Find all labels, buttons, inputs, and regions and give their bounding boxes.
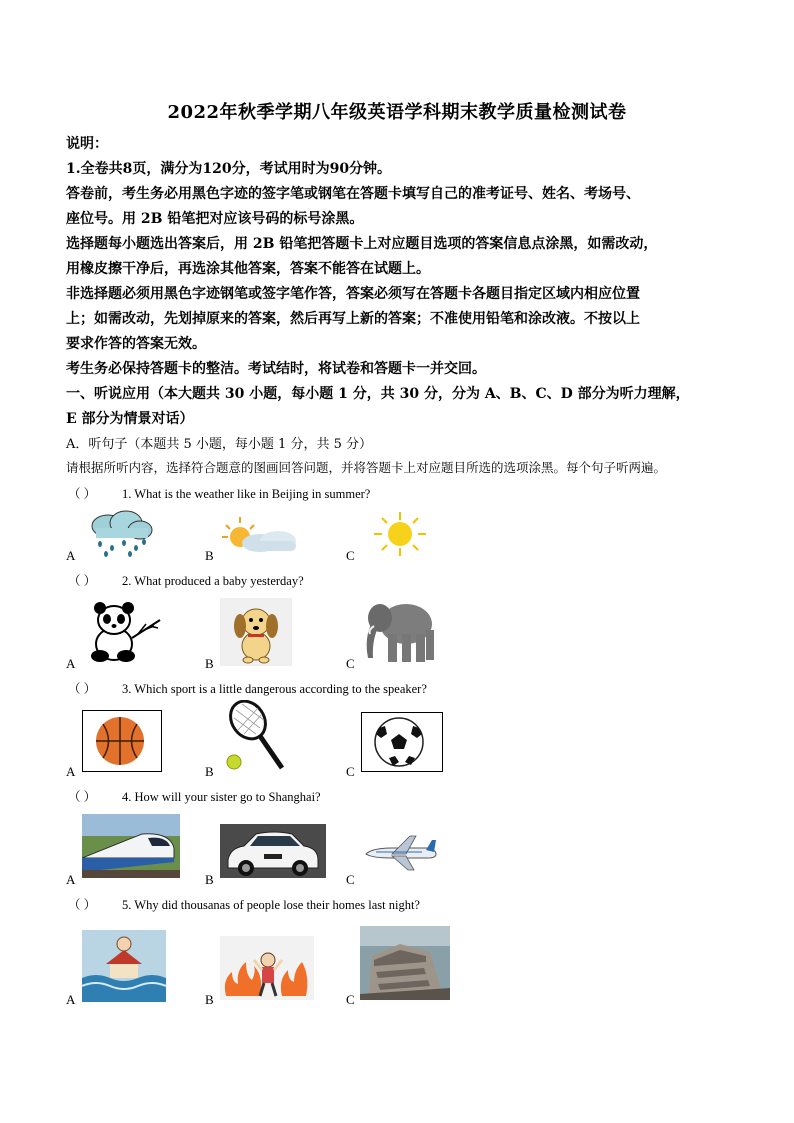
train-icon[interactable] (82, 814, 180, 878)
question-text: 2. What produced a baby yesterday? (122, 574, 304, 588)
answer-blank[interactable]: （ ） (68, 487, 97, 501)
fire-icon[interactable] (220, 936, 314, 1000)
earthquake-icon[interactable] (360, 926, 450, 1000)
question-2 (68, 571, 304, 589)
option-label: A (66, 548, 76, 563)
option-label: C (346, 548, 355, 563)
part-a-heading: A．听句子（本题共 5 小题，每小题 1 分，共 5 分） (66, 437, 372, 452)
question-4 (68, 787, 321, 805)
car-icon[interactable] (220, 824, 326, 878)
airplane-icon[interactable] (362, 834, 438, 872)
question-1 (68, 484, 370, 502)
option-label: A (66, 764, 76, 779)
note-1: 1.全卷共8页，满分为120分，考试用时为90分钟。 (66, 161, 392, 177)
option-label: C (346, 656, 355, 671)
option-label: A (66, 872, 76, 887)
option-label: B (205, 656, 214, 671)
dog-icon[interactable] (220, 598, 292, 666)
answer-blank[interactable]: （ ） (68, 682, 97, 696)
note-3b: 用橡皮擦干净后，再选涂其他答案，答案不能答在试题上。 (66, 261, 430, 277)
question-text: 5. Why did thousanas of people lose their homes last night? (122, 898, 420, 912)
option-label: C (346, 992, 355, 1007)
option-label: A (66, 992, 76, 1007)
question-3 (68, 679, 427, 697)
question-text: 3. Which sport is a little dangerous according to the speaker? (122, 682, 427, 696)
answer-blank[interactable]: （ ） (68, 898, 97, 912)
page-title: 2022年秋季学期八年级英语学科期末教学质量检测试卷 (167, 102, 627, 123)
note-4a: 非选择题必须用黑色字迹钢笔或签字笔作答，答案必须写在答题卡各题目指定区域内相应位置 (66, 286, 640, 302)
note-5: 考生务必保持答题卡的整洁。考试结时，将试卷和答题卡一并交回。 (66, 361, 486, 377)
rain-cloud-icon[interactable] (82, 510, 156, 558)
option-label: B (205, 992, 214, 1007)
panda-icon[interactable] (80, 598, 166, 666)
answer-blank[interactable]: （ ） (68, 574, 97, 588)
section-heading-line2: E 部分为情景对话） (66, 411, 194, 427)
note-4c: 要求作答的答案无效。 (66, 336, 206, 352)
question-text: 1. What is the weather like in Beijing in summer? (122, 487, 371, 501)
sun-cloud-icon[interactable] (220, 515, 298, 555)
option-label: B (205, 764, 214, 779)
question-5 (68, 895, 420, 913)
flood-icon[interactable] (82, 930, 166, 1002)
soccer-ball-icon[interactable] (361, 712, 443, 772)
note-3a: 选择题每小题选出答案后，用 2B 铅笔把答题卡上对应题目选项的答案信息点涂黑，如需改动， (66, 236, 658, 252)
basketball-icon[interactable] (82, 710, 162, 772)
note-2b: 座位号。用 2B 铅笔把对应该号码的标号涂黑。 (66, 211, 364, 227)
section-heading-line1: 一、听说应用（本大题共 30 小题，每小题 1 分，共 30 分，分为 A、B、C、D 部分为听力理解， (66, 386, 690, 402)
option-label: C (346, 872, 355, 887)
sun-icon[interactable] (362, 510, 438, 558)
notes-heading: 说明： (66, 136, 108, 152)
note-4b: 上；如需改动，先划掉原来的答案，然后再写上新的答案；不准使用铅笔和涂改液。不按以上 (66, 311, 640, 327)
question-text: 4. How will your sister go to Shanghai? (122, 790, 321, 804)
option-label: B (205, 548, 214, 563)
answer-blank[interactable]: （ ） (68, 790, 97, 804)
elephant-icon[interactable] (360, 594, 440, 666)
option-label: B (205, 872, 214, 887)
option-label: C (346, 764, 355, 779)
part-a-instruction: 请根据所听内容，选择符合题意的图画回答问题，并将答题卡上对应题目所选的选项涂黑。每个句子听两遍。 (66, 460, 667, 475)
note-2a: 答卷前，考生务必用黑色字迹的签字笔或钢笔在答题卡填写自己的准考证号、姓名、考场号、 (66, 186, 640, 202)
tennis-racket-icon[interactable] (220, 700, 290, 774)
option-label: A (66, 656, 76, 671)
